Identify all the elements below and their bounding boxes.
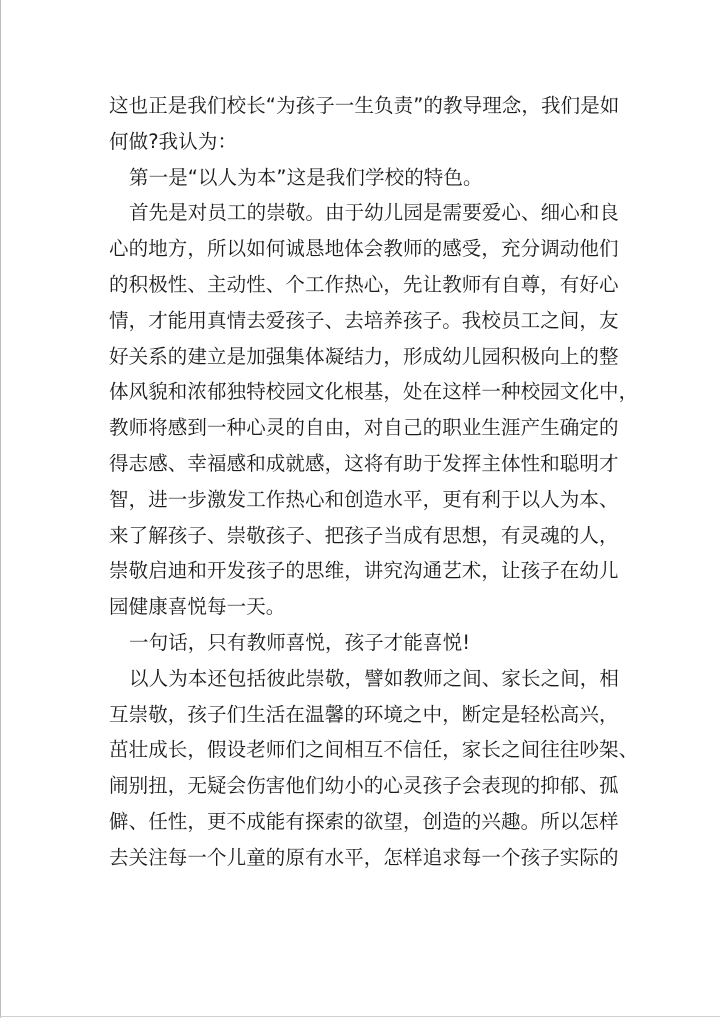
page-edge-bottom <box>0 1016 720 1017</box>
text-line: 园健康喜悦每一天。 <box>109 595 286 619</box>
text-line: 僻、任性，更不成能有探索的欲望，创造的兴趣。所以怎样 <box>109 809 619 833</box>
text-line: 第一是“以人为本”这是我们学校的特色。 <box>129 165 483 189</box>
page-edge-left <box>0 0 1 1018</box>
text-line: 好关系的建立是加强集体凝结力，形成幼儿园积极向上的整 <box>109 344 619 368</box>
text-line: 来了解孩子、崇敬孩子、把孩子当成有思想，有灵魂的人， <box>109 523 619 547</box>
text-line: 教师将感到一种心灵的自由，对自己的职业生涯产生确定的 <box>109 416 619 440</box>
text-line: 这也正是我们校长“为孩子一生负责”的教导理念，我们是如 <box>109 94 620 117</box>
text-line: 崇敬启迪和开发孩子的思维，讲究沟通艺术，让孩子在幼儿 <box>109 559 619 583</box>
text-line: 得志感、幸福感和成就感，这将有助于发挥主体性和聪明才 <box>109 451 619 475</box>
text-line: 一句话，只有教师喜悦，孩子才能喜悦! <box>129 630 471 654</box>
text-line: 何做?我认为： <box>109 129 238 153</box>
text-line: 去关注每一个儿童的原有水平，怎样追求每一个孩子实际的 <box>109 845 619 869</box>
text-line: 首先是对员工的崇敬。由于幼儿园是需要爱心、细心和良 <box>129 201 620 225</box>
text-line: 以人为本还包括彼此崇敬，譬如教师之间、家长之间，相 <box>129 666 620 690</box>
text-line: 的积极性、主动性、个工作热心，先让教师有自尊，有好心 <box>109 272 619 296</box>
text-line: 智，进一步激发工作热心和创造水平，更有利于以人为本、 <box>109 487 619 511</box>
text-line: 心的地方，所以如何诚恳地体会教师的感受，充分调动他们 <box>109 237 619 261</box>
text-line: 茁壮成长，假设老师们之间相互不信任，家长之间往往吵架、 <box>109 738 639 762</box>
text-line: 互崇敬，孩子们生活在温馨的环境之中，断定是轻松高兴， <box>109 702 619 726</box>
text-line: 体风貌和浓郁独特校园文化根基，处在这样一种校园文化中， <box>109 380 639 404</box>
document-body <box>109 88 639 876</box>
text-line: 情，才能用真情去爱孩子、去培养孩子。我校员工之间，友 <box>109 308 619 332</box>
text-line: 闹别扭，无疑会伤害他们幼小的心灵孩子会表现的抑郁、孤 <box>109 774 619 798</box>
